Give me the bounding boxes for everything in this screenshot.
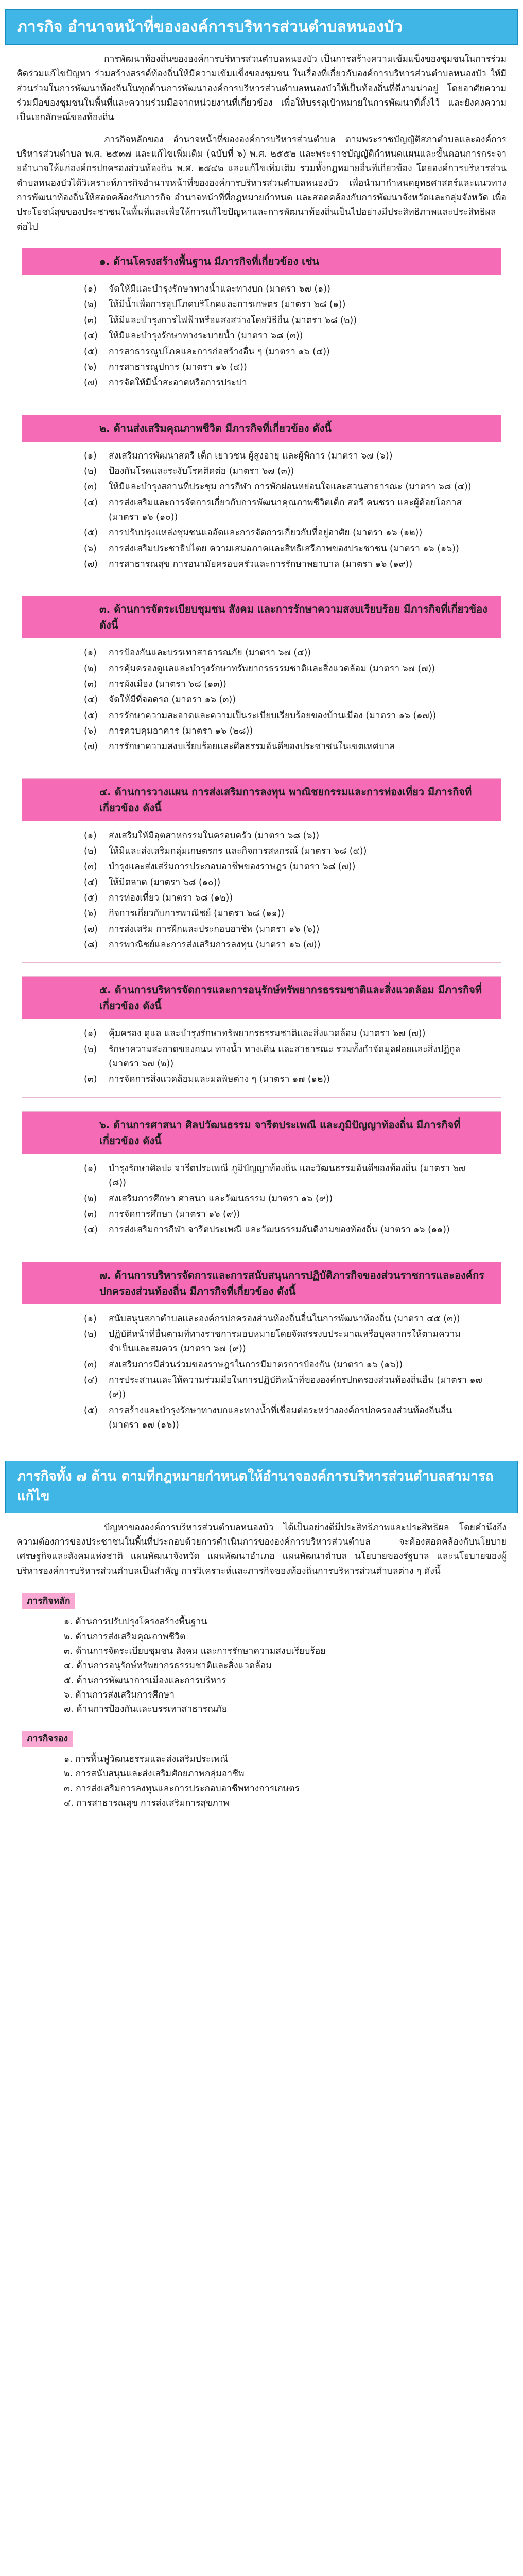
item-text: การควบคุมอาคาร (มาตรา ๑๖ (๒๘)) xyxy=(109,726,253,736)
category-box xyxy=(22,1111,501,1248)
item-number: (๕) xyxy=(84,710,98,721)
item-number: (๓) xyxy=(84,861,97,872)
secondary-missions-list xyxy=(2,1752,521,1810)
item-text: ป้องกันโรคและระงับโรคติดต่อ (มาตรา ๖๗ (๓)) xyxy=(109,466,294,477)
item-number: (๑) xyxy=(84,1163,97,1174)
intro-paragraph: การพัฒนาท้องถิ่นขององค์การบริหารส่วนตำบลหนองบัว เป็นการสร้างความเข้มแข็งของชุมชนในการร่วมคิดร่วมแก้ไขปัญหา ร่วมสร้างสรรค์ท้องถิ่นให้มีความเข้มแข็งของชุมชน ในเรื่องที่เกี่ยวกับองค์การบริหารส่วนตำบลหนองบัว ให้มีส่วนร่วมในการพัฒนาท้องถิ่นในทุกด้านการพัฒนาองค์การบริหารส่วนตำบลหนองบัวให้เป็นท้องถิ่นที่ดีงามน่าอยู่ โดยอาศัยความร่วมมือของชุมชนในพื้นที่และความร่วมมือจากหน่วยงานที่เกี่ยวข้อง เพื่อให้บรรลุเป้าหมายในการพัฒนาที่ตั้งไว้ และยังคงความเป็นเอกลักษณ์ของท้องถิ่น xyxy=(16,54,507,123)
intro-paragraph: ภารกิจหลักของ อำนาจหน้าที่ขององค์การบริหารส่วนตำบล ตามพระราชบัญญัติสภาตำบลและองค์การบริหารส่วนตำบล พ.ศ. ๒๕๓๗ และแก้ไขเพิ่มเติม (ฉบับที่ ๖) พ.ศ. ๒๕๕๒ และพระราชบัญญัติกำหนดแผนและขั้นตอนการกระจายอำนาจให้แก่องค์กรปกครองส่วนท้องถิ่น พ.ศ. ๒๕๔๒ และแก้ไขเพิ่มเติม รวมทั้งกฎหมายอื่นที่เกี่ยวข้อง โดยองค์การบริหารส่วนตำบลหนองบัวได้วิเคราะห์ภารกิจอำนาจหน้าที่ขององค์การบริหารส่วนตำบลหนองบัว เพื่อนำมากำหนดยุทธศาสตร์และแนวทางการพัฒนาท้องถิ่นให้สอดคล้องกับภารกิจ อำนาจหน้าที่ที่กฎหมายกำหนด และสอดคล้องกับการพัฒนาจังหวัดและกลุ่มจังหวัด เพื่อประโยชน์สุขของประชาชนในพื้นที่และเพื่อให้การแก้ไขปัญหาและการพัฒนาท้องถิ่นเป็นไปอย่างมีประสิทธิภาพและประสิทธิผลต่อไป xyxy=(16,134,507,232)
item-number: (๗) xyxy=(84,378,98,388)
item-number: (๑) xyxy=(84,648,97,658)
title-banner xyxy=(5,9,518,45)
category-box xyxy=(22,976,501,1097)
item-text: ให้มีน้ำเพื่อการอุปโภคบริโภคและการเกษตร (มาตรา ๖๘ (๑)) xyxy=(109,299,346,310)
main-mission-item: ๗. ด้านการป้องกันและบรรเทาสาธารณภัย xyxy=(64,1704,228,1715)
category-body xyxy=(22,1154,501,1248)
item-text: ให้มีและส่งเสริมกลุ่มเกษตรกร และกิจการสหกรณ์ (มาตรา ๖๘ (๕)) xyxy=(109,846,367,857)
category-item xyxy=(84,875,483,890)
section2-heading: ภารกิจทั้ง ๗ ด้าน ตามที่กฎหมายกำหนดให้อำนาจองค์การบริหารส่วนตำบลสามารถแก้ไข xyxy=(17,1469,494,1504)
category-heading: ๕. ด้านการบริหารจัดการและการอนุรักษ์ทรัพยากรธรรมชาติและสิ่งแวดล้อม มีภารกิจที่เกี่ยวข้อง ดังนี้ xyxy=(22,977,501,1019)
item-text: ส่งเสริมการมีส่วนร่วมของราษฎรในการมีมาตรการป้องกัน (มาตรา ๑๖ (๑๖)) xyxy=(109,1359,403,1370)
main-missions-label: ภารกิจหลัก xyxy=(22,1593,75,1609)
category-item xyxy=(84,724,483,738)
item-text: รักษาความสะอาดของถนน ทางน้ำ ทางเดิน และสาธารณะ รวมทั้งกำจัดมูลฝอยและสิ่งปฏิกูล (มาตรา ๖๗ (๒)) xyxy=(109,1044,461,1070)
item-number: (๓) xyxy=(84,1074,97,1085)
category-heading: ๑. ด้านโครงสร้างพื้นฐาน มีภารกิจที่เกี่ยวข้อง เช่น xyxy=(22,248,501,275)
item-text: บำรุงและส่งเสริมการประกอบอาชีพของราษฎร (มาตรา ๖๘ (๗)) xyxy=(109,861,356,872)
item-text: การป้องกันและบรรเทาสาธารณภัย (มาตรา ๖๗ (๔)) xyxy=(109,648,311,658)
category-item xyxy=(84,844,483,858)
item-number: (๒) xyxy=(84,1044,97,1055)
item-number: (๕) xyxy=(84,1405,98,1416)
category-item xyxy=(84,739,483,754)
item-number: (๑) xyxy=(84,1313,97,1324)
category-item xyxy=(84,677,483,691)
category-item xyxy=(84,708,483,723)
item-text: คุ้มครอง ดูแล และบำรุงรักษาทรัพยากรธรรมชาติและสิ่งแวดล้อม (มาตรา ๖๗ (๗)) xyxy=(109,1028,426,1039)
item-number: (๒) xyxy=(84,846,97,857)
category-item xyxy=(84,1223,483,1237)
category-heading: ๒. ด้านส่งเสริมคุณภาพชีวิต มีภารกิจที่เกี่ยวข้อง ดังนี้ xyxy=(22,415,501,442)
item-number: (๒) xyxy=(84,299,97,310)
item-text: การคุ้มครองดูแลและบำรุงรักษาทรัพยากรธรรมชาติและสิ่งแวดล้อม (มาตรา ๖๗ (๗)) xyxy=(109,663,435,674)
secondary-mission-item: ๓. การส่งเสริมการลงทุนและการประกอบอาชีพทางการเกษตร xyxy=(64,1783,300,1794)
main-mission-item: ๖. ด้านการส่งเสริมการศึกษา xyxy=(64,1690,175,1701)
item-text: การปรับปรุงแหล่งชุมชนแออัดและการจัดการเกี่ยวกับที่อยู่อาศัย (มาตรา ๑๖ (๑๒)) xyxy=(109,528,423,538)
item-text: จัดให้มีและบำรุงรักษาทางน้ำและทางบก (มาตรา ๖๗ (๑)) xyxy=(109,284,330,295)
item-text: จัดให้มีที่จอดรถ (มาตรา ๑๖ (๓)) xyxy=(109,694,236,705)
category-item xyxy=(84,938,483,952)
category-item xyxy=(84,557,483,571)
main-missions xyxy=(2,1587,521,1717)
item-number: (๓) xyxy=(84,482,97,493)
item-text: ให้มีและบำรุงสถานที่ประชุม การกีฬา การพักผ่อนหย่อนใจและสวนสาธารณะ (มาตรา ๖๘ (๔)) xyxy=(109,482,472,493)
category-item xyxy=(84,828,483,843)
item-number: (๑) xyxy=(84,1028,97,1039)
item-text: ปฏิบัติหน้าที่อื่นตามที่ทางราชการมอบหมายโดยจัดสรรงบประมาณหรือบุคลากรให้ตามความจำเป็นและสมควร (มาตรา ๖๗ (๙)) xyxy=(109,1329,461,1354)
category-item xyxy=(84,541,483,556)
category-item xyxy=(84,526,483,540)
category-body xyxy=(22,821,501,963)
main-mission-item: ๓. ด้านการจัดระเบียบชุมชน สังคม และการรักษาความสงบเรียบร้อย xyxy=(64,1646,326,1657)
category-item xyxy=(84,313,483,328)
secondary-mission-item: ๒. การสนับสนุนและส่งเสริมศักยภาพกลุ่มอาชีพ xyxy=(64,1769,245,1780)
item-number: (๔) xyxy=(84,497,98,508)
category-item xyxy=(84,449,483,463)
category-item xyxy=(84,376,483,390)
category-item xyxy=(84,282,483,296)
category-items xyxy=(84,1312,483,1433)
main-mission-item: ๑. ด้านการปรับปรุงโครงสร้างพื้นฐาน xyxy=(64,1617,207,1628)
item-text: การส่งเสริม การฝึกและประกอบอาชีพ (มาตรา ๑๖ (๖)) xyxy=(109,924,320,935)
item-text: การรักษาความสะอาดและความเป็นระเบียบเรียบร้อยของบ้านเมือง (มาตรา ๑๖ (๑๗)) xyxy=(109,710,437,721)
category-heading: ๖. ด้านการศาสนา ศิลปวัฒนธรรม จารีตประเพณี และภูมิปัญญาท้องถิ่น มีภารกิจที่เกี่ยวข้อง ดังนี้ xyxy=(22,1112,501,1154)
item-number: (๔) xyxy=(84,331,98,342)
item-text: การสาธารณูปโภคและการก่อสร้างอื่น ๆ (มาตรา ๑๖ (๔)) xyxy=(109,346,330,357)
item-text: การจัดการศึกษา (มาตรา ๑๖ (๙)) xyxy=(109,1209,240,1219)
item-number: (๔) xyxy=(84,694,98,705)
secondary-missions xyxy=(2,1724,521,1811)
section2-banner xyxy=(5,1461,518,1513)
category-item xyxy=(84,1403,483,1433)
item-text: การรักษาความสงบเรียบร้อยและศีลธรรมอันดีของประชาชนในเขตเทศบาล xyxy=(109,741,395,752)
category-item xyxy=(84,692,483,707)
category-heading: ๔. ด้านการวางแผน การส่งเสริมการลงทุน พาณิชยกรรมและการท่องเที่ยว มีภารกิจที่เกี่ยวข้อง ดังนี้ xyxy=(22,779,501,821)
category-item xyxy=(84,345,483,359)
item-text: ให้มีและบำรุงการไฟฟ้าหรือแสงสว่างโดยวิธีอื่น (มาตรา ๖๘ (๒)) xyxy=(109,315,357,326)
item-number: (๗) xyxy=(84,741,98,752)
category-item xyxy=(84,329,483,343)
item-text: การส่งเสริมประชาธิปไตย ความเสมอภาคและสิทธิเสรีภาพของประชาชน (มาตรา ๑๖ (๑๖)) xyxy=(109,543,459,554)
item-number: (๑) xyxy=(84,830,97,841)
category-items xyxy=(84,828,483,953)
item-number: (๖) xyxy=(84,362,97,372)
intro-section xyxy=(2,52,521,234)
item-text: การส่งเสริมการกีฬา จารีตประเพณี และวัฒนธรรมอันดีงามของท้องถิ่น (มาตรา ๑๖ (๑๑)) xyxy=(109,1225,450,1235)
item-number: (๖) xyxy=(84,543,97,554)
category-item xyxy=(84,1026,483,1041)
main-missions-list xyxy=(2,1615,521,1717)
item-number: (๔) xyxy=(84,877,98,888)
item-text: ให้มีตลาด (มาตรา ๖๘ (๑๐)) xyxy=(109,877,221,888)
category-item xyxy=(84,646,483,660)
category-item xyxy=(84,662,483,676)
category-heading: ๓. ด้านการจัดระเบียบชุมชน สังคม และการรักษาความสงบเรียบร้อย มีภารกิจที่เกี่ยวข้อง ดังนี้ xyxy=(22,596,501,638)
main-mission-item: ๔. ด้านการอนุรักษ์ทรัพยากรธรรมชาติและสิ่งแวดล้อม xyxy=(64,1660,272,1671)
item-text: การจัดการสิ่งแวดล้อมและมลพิษต่าง ๆ (มาตรา ๑๗ (๑๒)) xyxy=(109,1074,330,1085)
item-number: (๘) xyxy=(84,940,98,951)
category-item xyxy=(84,1358,483,1372)
category-box xyxy=(22,596,501,765)
item-number: (๑) xyxy=(84,450,97,461)
category-item xyxy=(84,464,483,479)
category-body xyxy=(22,442,501,582)
item-text: กิจการเกี่ยวกับการพาณิชย์ (มาตรา ๖๘ (๑๑)) xyxy=(109,908,285,919)
category-item xyxy=(84,1207,483,1222)
item-text: ส่งเสริมการศึกษา ศาสนา และวัฒนธรรม (มาตรา ๑๖ (๙)) xyxy=(109,1193,333,1204)
item-number: (๖) xyxy=(84,726,97,736)
main-mission-item: ๕. ด้านการพัฒนาการเมืองและการบริหาร xyxy=(64,1675,226,1686)
item-number: (๓) xyxy=(84,679,97,689)
category-box xyxy=(22,1262,501,1444)
item-text: การส่งเสริมและการจัดการเกี่ยวกับการพัฒนาคุณภาพชีวิตเด็ก สตรี คนชรา และผู้ด้อยโอกาส (มาตรา ๑๖ (๑๐)) xyxy=(109,497,462,522)
category-item xyxy=(84,1373,483,1402)
category-item xyxy=(84,922,483,937)
item-text: การสร้างและบำรุงรักษาทางบกและทางน้ำที่เชื่อมต่อระหว่างองค์กรปกครองส่วนท้องถิ่นอื่น (มาตรา ๑๗ (๑๖)) xyxy=(109,1405,452,1430)
item-number: (๑) xyxy=(84,284,97,295)
item-text: การสาธารณสุข การอนามัยครอบครัวและการรักษาพยาบาล (มาตรา ๑๖ (๑๙)) xyxy=(109,558,413,569)
category-item xyxy=(84,1327,483,1357)
category-item xyxy=(84,1312,483,1326)
category-body xyxy=(22,275,501,400)
page xyxy=(0,9,523,1811)
item-text: การพาณิชย์และการส่งเสริมการลงทุน (มาตรา ๑๖ (๗)) xyxy=(109,940,321,951)
item-text: บำรุงรักษาศิลปะ จารีตประเพณี ภูมิปัญญาท้องถิ่น และวัฒนธรรมอันดีของท้องถิ่น (มาตรา ๖๗ (๘)) xyxy=(109,1163,465,1189)
item-text: การจัดให้มีน้ำสะอาดหรือการประปา xyxy=(109,378,247,388)
main-mission-item: ๒. ด้านการส่งเสริมคุณภาพชีวิต xyxy=(64,1631,186,1642)
item-text: การประสานและให้ความร่วมมือในการปฏิบัติหน้าที่ขององค์กรปกครองส่วนท้องถิ่นอื่น (มาตรา ๑๗ (๙)) xyxy=(109,1375,482,1400)
item-number: (๔) xyxy=(84,1225,98,1235)
category-items xyxy=(84,646,483,754)
category-items xyxy=(84,1026,483,1087)
category-item xyxy=(84,1192,483,1206)
item-number: (๒) xyxy=(84,663,97,674)
category-items xyxy=(84,449,483,572)
item-text: การสาธารณูปการ (มาตรา ๑๖ (๕)) xyxy=(109,362,247,372)
item-text: สนับสนุนสภาตำบลและองค์กรปกครองส่วนท้องถิ่นอื่นในการพัฒนาท้องถิ่น (มาตรา ๔๕ (๓)) xyxy=(109,1313,460,1324)
category-item xyxy=(84,1072,483,1087)
item-number: (๓) xyxy=(84,1209,97,1219)
item-number: (๒) xyxy=(84,1193,97,1204)
category-item xyxy=(84,496,483,525)
category-item xyxy=(84,1042,483,1072)
category-box xyxy=(22,248,501,401)
item-number: (๓) xyxy=(84,1359,97,1370)
category-items xyxy=(84,282,483,390)
item-number: (๔) xyxy=(84,1375,98,1385)
category-item xyxy=(84,891,483,905)
item-number: (๕) xyxy=(84,346,98,357)
category-item xyxy=(84,1161,483,1191)
section2-paragraph: ปัญหาขององค์การบริหารส่วนตำบลหนองบัว ได้เป็นอย่างดีมีประสิทธิภาพและประสิทธิผล โดยคำนึงถึงความต้องการของประชาชนในพื้นที่ประกอบด้วยการดำเนินการขององค์การบริหารส่วนตำบล จะต้องสอดคล้องกับนโยบายเศรษฐกิจและสังคมแห่งชาติ แผนพัฒนาจังหวัด แผนพัฒนาอำเภอ แผนพัฒนาตำบล นโยบายของรัฐบาล และนโยบายของผู้บริหารองค์การบริหารส่วนตำบลเป็นสำคัญ การวิเคราะห์และภารกิจของท้องถิ่นการบริหารส่วนตำบลต่าง ๆ ดังนี้ xyxy=(16,1522,507,1577)
category-heading: ๗. ด้านการบริหารจัดการและการสนับสนุนการปฏิบัติภารกิจของส่วนราชการและองค์กรปกครองส่วนท้องถิ่น มีภารกิจที่เกี่ยวข้อง ดังนี้ xyxy=(22,1262,501,1304)
item-number: (๗) xyxy=(84,558,98,569)
category-item xyxy=(84,360,483,375)
item-number: (๒) xyxy=(84,1329,97,1340)
secondary-missions-label: ภารกิจรอง xyxy=(22,1731,73,1747)
category-body xyxy=(22,1019,501,1097)
item-number: (๕) xyxy=(84,893,98,904)
item-number: (๕) xyxy=(84,528,98,538)
category-item xyxy=(84,480,483,494)
category-box xyxy=(22,778,501,963)
item-text: ส่งเสริมให้มีอุตสาหกรรมในครอบครัว (มาตรา ๖๘ (๖)) xyxy=(109,830,320,841)
item-number: (๖) xyxy=(84,908,97,919)
section2-text-block xyxy=(2,1520,521,1579)
page-title: ภารกิจ อำนาจหน้าที่ขององค์การบริหารส่วนตำบลหนองบัว xyxy=(17,18,403,36)
item-number: (๓) xyxy=(84,315,97,326)
category-items xyxy=(84,1161,483,1238)
item-number: (๒) xyxy=(84,466,97,477)
categories-list xyxy=(2,248,521,1443)
item-text: ส่งเสริมการพัฒนาสตรี เด็ก เยาวชน ผู้สูงอายุ และผู้พิการ (มาตรา ๖๗ (๖)) xyxy=(109,450,393,461)
category-body xyxy=(22,638,501,764)
category-item xyxy=(84,297,483,312)
item-text: การผังเมือง (มาตรา ๖๘ (๑๓)) xyxy=(109,679,226,689)
secondary-mission-item: ๔. การสาธารณสุข การส่งเสริมการสุขภาพ xyxy=(64,1798,230,1809)
category-item xyxy=(84,859,483,874)
item-text: ให้มีและบำรุงรักษาทางระบายน้ำ (มาตรา ๖๘ (๓)) xyxy=(109,331,303,342)
category-item xyxy=(84,906,483,921)
category-body xyxy=(22,1304,501,1443)
category-box xyxy=(22,415,501,583)
secondary-mission-item: ๑. การฟื้นฟูวัฒนธรรมและส่งเสริมประเพณี xyxy=(64,1754,229,1765)
item-number: (๗) xyxy=(84,924,98,935)
item-text: การท่องเที่ยว (มาตรา ๖๘ (๑๒)) xyxy=(109,893,233,904)
